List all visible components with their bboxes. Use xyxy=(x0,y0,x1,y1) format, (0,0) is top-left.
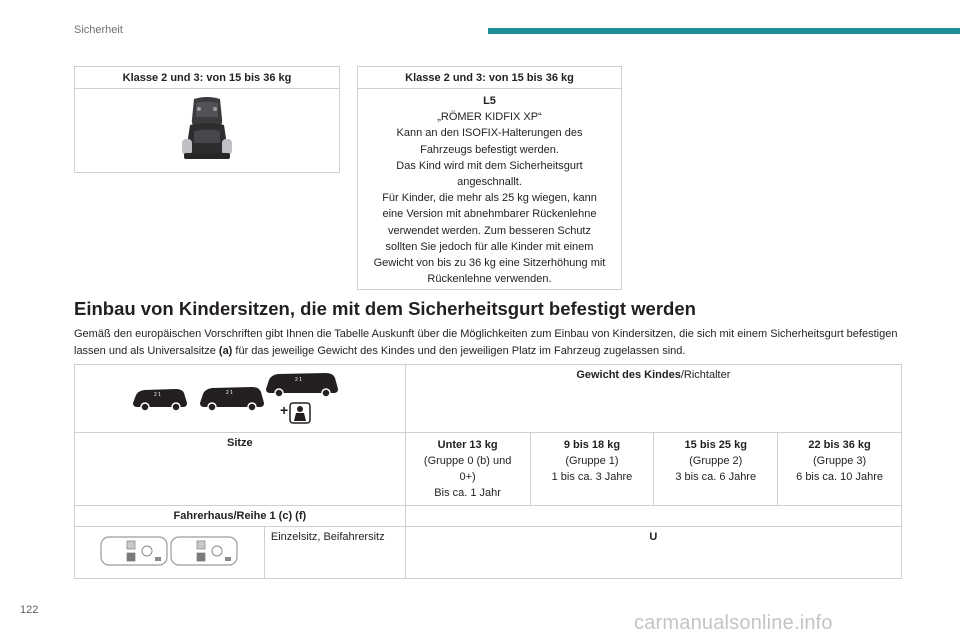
seat-info-line: eine Version mit abnehmbarer Rückenlehne xyxy=(382,208,597,221)
svg-text:+: + xyxy=(279,402,289,418)
svg-text:2 1: 2 1 xyxy=(225,390,233,396)
svg-text:2 1: 2 1 xyxy=(153,392,161,398)
seat-approval-value: U xyxy=(405,527,901,579)
seat-info-line: verwendet werden. Zum besseren Schutz xyxy=(388,224,591,237)
table-row xyxy=(75,527,902,579)
seat-info-line: Fahrzeugs befestigt werden. xyxy=(420,143,559,156)
section-heading: Einbau von Kindersitzen, die mit dem Sicherheitsgurt befestigt werden xyxy=(74,298,696,319)
row-section-label: Fahrerhaus/Reihe 1 (c) (f) xyxy=(75,506,406,527)
seat-info-box-title: Klasse 2 und 3: von 15 bis 36 kg xyxy=(358,67,621,89)
seat-info-line: angeschnallt. xyxy=(457,176,522,189)
row-section xyxy=(75,506,902,527)
svg-text:2 1: 2 1 xyxy=(294,377,302,383)
vehicle-variants-cell xyxy=(75,365,406,433)
table-header-row xyxy=(75,365,902,433)
seat-layout-icon xyxy=(99,533,239,569)
seat-image-box xyxy=(74,66,340,173)
seat-info-line: Rückenlehne verwenden. xyxy=(427,273,552,286)
header-accent-bar xyxy=(488,28,960,34)
seat-compatibility-table xyxy=(74,364,902,579)
seat-info-box xyxy=(357,66,622,290)
seat-info-line: Für Kinder, die mehr als 25 kg wiegen, kann xyxy=(382,192,597,205)
weight-header-cell: Gewicht des Kindes/Richtalter xyxy=(405,365,901,433)
seats-label: Sitze xyxy=(75,433,406,506)
seat-info-line: Gewicht von bis zu 36 kg eine Sitzerhöhung mit xyxy=(373,257,606,270)
seat-info-line: Das Kind wird mit dem Sicherheitsgurt xyxy=(396,159,583,172)
group-cell: 9 bis 18 kg (Gruppe 1) 1 bis ca. 3 Jahre xyxy=(530,433,654,506)
seat-image-box-title: Klasse 2 und 3: von 15 bis 36 kg xyxy=(75,67,339,89)
group-cell: Unter 13 kg (Gruppe 0 (b) und 0+) Bis ca. 1 Jahr xyxy=(405,433,530,506)
intro-paragraph: Gemäß den europäischen Vorschriften gibt Ihnen die Tabelle Auskunft über die Möglichkeiten zum Einbau von Kindersitzen, die sich mit einem Sicherheitsgurt befestigen lassen und als Universalsitze (a) für das jeweilige Gewicht des Kindes und den jeweiligen Platz im Fahrzeug zugelassen sind. xyxy=(74,328,898,357)
seat-position-diagram xyxy=(75,527,265,579)
seat-model-code: L5 xyxy=(483,95,496,107)
section-label: Sicherheit xyxy=(74,24,123,36)
group-cell: 22 bis 36 kg (Gruppe 3) 6 bis ca. 10 Jahre xyxy=(778,433,902,506)
seat-info-line: sollten Sie jedoch für alle Kinder mit einem xyxy=(385,240,594,253)
seat-info-line: Kann an den ISOFIX-Halterungen des xyxy=(396,127,583,140)
seat-model-name: „RÖMER KIDFIX XP“ xyxy=(437,111,542,124)
group-row xyxy=(75,433,902,506)
page-number: 122 xyxy=(20,604,39,616)
watermark: carmanualsonline.info xyxy=(634,612,833,634)
child-seat-image xyxy=(75,89,339,168)
vehicle-variants-icon xyxy=(130,369,350,425)
group-cell: 15 bis 25 kg (Gruppe 2) 3 bis ca. 6 Jahre xyxy=(654,433,778,506)
seat-name: Einzelsitz, Beifahrersitz xyxy=(264,527,405,579)
